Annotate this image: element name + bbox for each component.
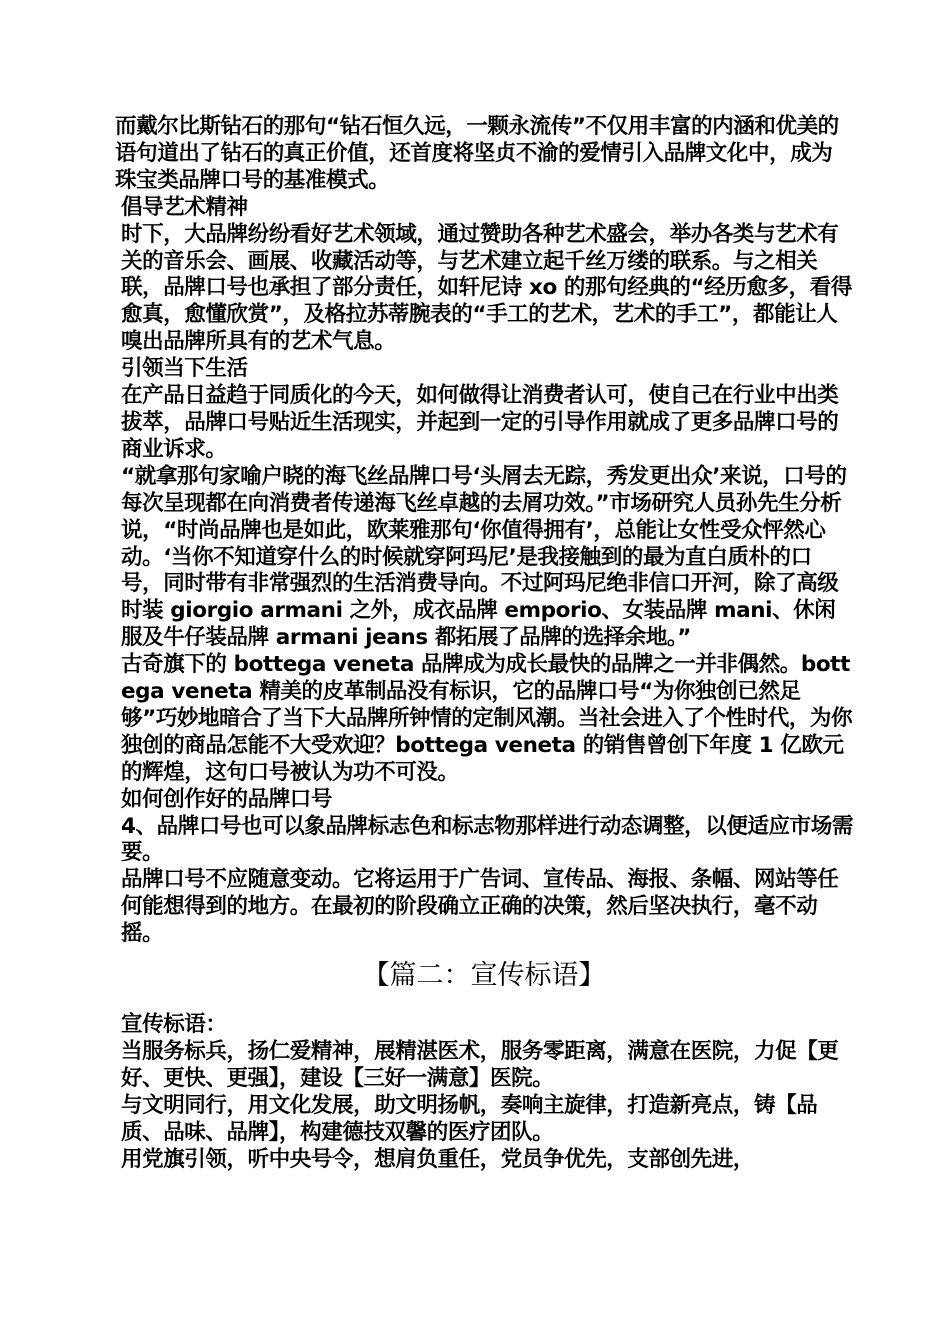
section-title: 【篇二：宣传标语】 bbox=[362, 960, 606, 992]
paragraph-dynamic-adjust: 4、品牌口号也可以象品牌标志色和标志物那样进行动态调整，以便适应市场需要。 bbox=[121, 813, 853, 866]
paragraph-no-random-change: 品牌口号不应随意变动。它将运用于广告词、宣传品、海报、条幅、网站等任何能想得到的地方。在最初的阶段确立正确的决策，然后坚决执行，毫不动摇。 bbox=[121, 867, 839, 947]
paragraph-slogan-party: 用党旗引领，听中央号令，想肩负重任，党员争优先，支部创先进， bbox=[121, 1146, 755, 1172]
paragraph-homogenization: 在产品日益趋于同质化的今天，如何做得让消费者认可，使自己在行业中出类拔萃，品牌口号贴近生活现实，并起到一定的引导作用就成了更多品牌口号的商业诉求。 bbox=[121, 383, 839, 462]
subheading-slogans: 宣传标语： bbox=[121, 1012, 227, 1038]
paragraph-art-brands: 时下，大品牌纷纷看好艺术领域，通过赞助各种艺术盛会，举办各类与艺术有关的音乐会、画展、收藏活动等，与艺术建立起千丝万缕的联系。与之相关联，品牌口号也承担了部分责任，如轩尼诗 xo 的那句经典的“经历愈多，看得愈真，愈懂欣赏”，及格拉苏蒂腕表的“手工的艺术，艺术的手工”，都能让人嗅出品牌所具有的艺术气息。 bbox=[121, 221, 852, 355]
subheading-create-slogan: 如何创作好的品牌口号 bbox=[121, 786, 333, 812]
subheading-art-spirit: 倡导艺术精神 bbox=[121, 194, 248, 220]
spacer bbox=[115, 1004, 853, 1012]
paragraph-bottega-veneta: 古奇旗下的 bottega veneta 品牌成为成长最快的品牌之一并非偶然。bottega veneta 精美的皮革制品没有标识，它的品牌口号“为你独创已然足够”巧妙地暗合了当下大品牌所钟情的定制风潮。当社会进入了个性时代，为你独创的商品怎能不大受欢迎？bottega veneta 的销售曾创下年度 1 亿欧元的辉煌，这句口号被认为功不可没。 bbox=[121, 652, 853, 785]
paragraph-debeers-slogan: 而戴尔比斯钻石的那句“钻石恒久远，一颗永流传”不仅用丰富的内涵和优美的语句道出了钻石的真正价值，还首度将坚贞不渝的爱情引入品牌文化中，成为珠宝类品牌口号的基准模式。 bbox=[115, 114, 839, 193]
paragraph-slogan-civilization: 与文明同行，用文化发展，助文明扬帆，奏响主旋律，打造新亮点，铸【品质、品味、品牌】，构建德技双馨的医疗团队。 bbox=[121, 1092, 818, 1145]
subheading-lead-life: 引领当下生活 bbox=[121, 356, 248, 382]
paragraph-slogan-service: 当服务标兵，扬仁爱精神，展精湛医术，服务零距离，满意在医院，力促【更好、更快、更强】，建设【三好一满意】医院。 bbox=[121, 1039, 839, 1091]
paragraph-head-shoulders-armani: “就拿那句家喻户晓的海飞丝品牌口号‘头屑去无踪，秀发更出众’来说，口号的每次呈现都在向消费者传递海飞丝卓越的去屑功效。”市场研究人员孙先生分析说，“时尚品牌也是如此，欧莱雅那句‘你值得拥有’，总能让女性受众怦然心动。‘当你不知道穿什么的时候就穿阿玛尼’是我接触到的最为直白质朴的口号，同时带有非常强烈的生活消费导向。不过阿玛尼绝非信口开河，除了高级时装 giorgio armani 之外，成衣品牌 emporio、女装品牌 mani、休闲服及牛仔装品牌 armani jeans 都拓展了品牌的选择余地。” bbox=[121, 463, 847, 651]
document-page bbox=[115, 114, 853, 1174]
